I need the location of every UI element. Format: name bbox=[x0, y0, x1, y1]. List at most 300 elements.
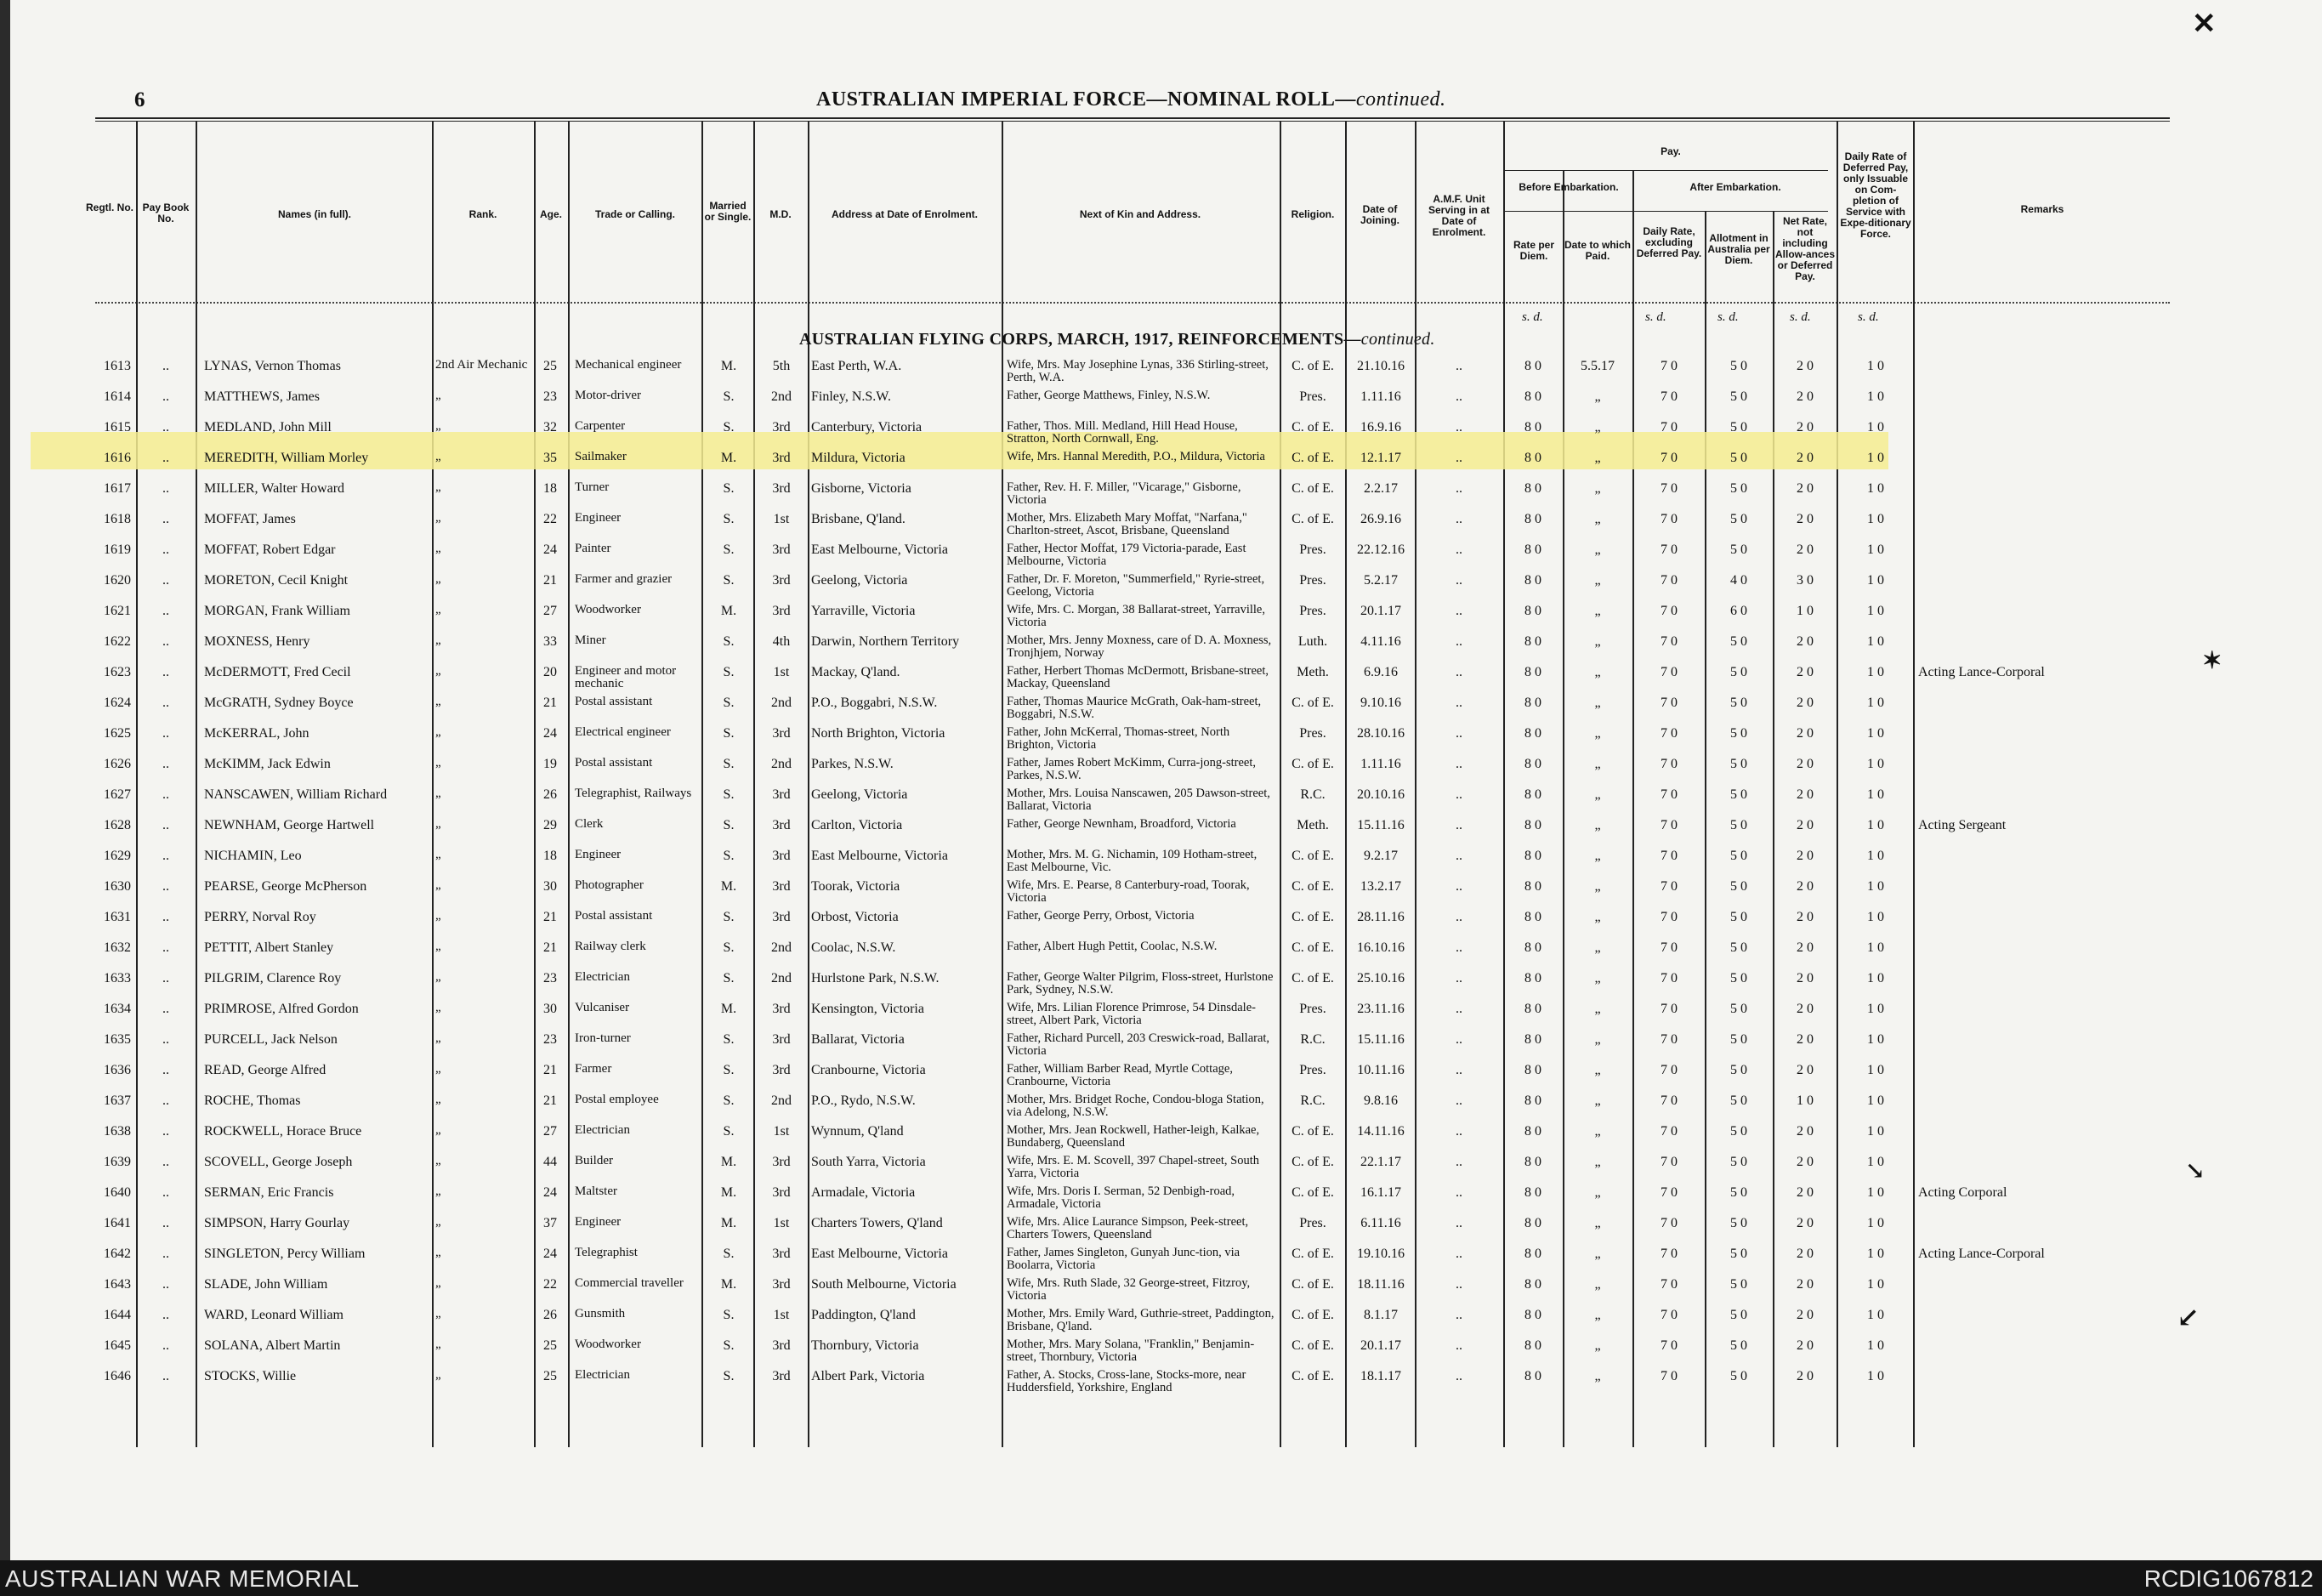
row-date-joining: 18.1.17 bbox=[1360, 1369, 1401, 1383]
row-rank: „ bbox=[435, 1001, 441, 1014]
row-address: South Yarra, Victoria bbox=[811, 1155, 926, 1169]
row-rate: 8 0 bbox=[1524, 910, 1541, 924]
row-religion: Pres. bbox=[1299, 542, 1326, 557]
row-pay-book: .. bbox=[162, 665, 169, 679]
row-age: 27 bbox=[543, 604, 557, 618]
row-next-of-kin: Father, Herbert Thomas McDermott, Brisbane-street, Mackay, Queensland bbox=[1007, 664, 1269, 690]
row-address: East Melbourne, Victoria bbox=[811, 849, 948, 863]
row-regtl-no: 1625 bbox=[104, 726, 131, 741]
header-rule bbox=[95, 302, 2170, 304]
row-name: WARD, Leonard William bbox=[204, 1308, 343, 1322]
row-regtl-no: 1616 bbox=[104, 451, 131, 465]
row-rank: „ bbox=[435, 909, 441, 923]
row-deferred: 1 0 bbox=[1867, 757, 1884, 771]
row-md: 3rd bbox=[772, 1155, 791, 1169]
row-allotment: 5 0 bbox=[1730, 420, 1747, 434]
row-allotment: 5 0 bbox=[1730, 787, 1747, 802]
row-age: 25 bbox=[543, 1369, 557, 1383]
row-deferred: 1 0 bbox=[1867, 665, 1884, 679]
row-daily-rate: 7 0 bbox=[1661, 1277, 1678, 1292]
row-next-of-kin: Mother, Mrs. Jean Rockwell, Hather-leigh, Kalkae, Bundaberg, Queensland bbox=[1007, 1123, 1260, 1150]
row-md: 2nd bbox=[771, 389, 792, 404]
row-age: 27 bbox=[543, 1124, 557, 1139]
row-rate: 8 0 bbox=[1524, 971, 1541, 985]
table-row bbox=[0, 1247, 2322, 1277]
row-age: 33 bbox=[543, 634, 557, 649]
row-pay-book: .. bbox=[162, 940, 169, 955]
row-date-paid: „ bbox=[1594, 1093, 1601, 1108]
row-daily-rate: 7 0 bbox=[1661, 1216, 1678, 1230]
row-regtl-no: 1635 bbox=[104, 1032, 131, 1047]
row-address: South Melbourne, Victoria bbox=[811, 1277, 957, 1292]
row-name: NEWNHAM, George Hartwell bbox=[204, 818, 375, 832]
row-date-paid: „ bbox=[1594, 573, 1601, 588]
row-net-rate: 2 0 bbox=[1797, 971, 1814, 985]
row-daily-rate: 7 0 bbox=[1661, 818, 1678, 832]
row-address: Ballarat, Victoria bbox=[811, 1032, 905, 1047]
footer-record-id: RCDIG1067812 bbox=[2143, 1565, 2313, 1592]
row-rate: 8 0 bbox=[1524, 849, 1541, 863]
row-deferred: 1 0 bbox=[1867, 940, 1884, 955]
row-religion: C. of E. bbox=[1292, 879, 1334, 894]
row-rate: 8 0 bbox=[1524, 604, 1541, 618]
row-name: McKIMM, Jack Edwin bbox=[204, 757, 331, 771]
row-rate: 8 0 bbox=[1524, 940, 1541, 955]
row-marital: S. bbox=[723, 910, 735, 924]
row-trade: Telegraphist bbox=[575, 1246, 638, 1259]
row-rank: „ bbox=[435, 787, 441, 800]
row-allotment: 5 0 bbox=[1730, 665, 1747, 679]
row-next-of-kin: Wife, Mrs. Hannal Meredith, P.O., Mildura, Victoria bbox=[1007, 450, 1265, 463]
row-regtl-no: 1629 bbox=[104, 849, 131, 863]
row-date-paid: „ bbox=[1594, 634, 1601, 649]
row-md: 1st bbox=[773, 1124, 790, 1139]
row-allotment: 5 0 bbox=[1730, 542, 1747, 557]
row-date-joining: 16.9.16 bbox=[1360, 420, 1401, 434]
row-trade: Electrical engineer bbox=[575, 725, 671, 739]
row-rank: „ bbox=[435, 419, 441, 433]
row-md: 3rd bbox=[772, 910, 791, 924]
row-name: MILLER, Walter Howard bbox=[204, 481, 345, 496]
unit-sd: s. d. bbox=[1790, 310, 1811, 324]
row-regtl-no: 1632 bbox=[104, 940, 131, 955]
row-daily-rate: 7 0 bbox=[1661, 757, 1678, 771]
table-row bbox=[0, 940, 2322, 971]
row-daily-rate: 7 0 bbox=[1661, 634, 1678, 649]
row-net-rate: 1 0 bbox=[1797, 1093, 1814, 1108]
row-deferred: 1 0 bbox=[1867, 1093, 1884, 1108]
table-row bbox=[0, 1185, 2322, 1216]
row-religion: Pres. bbox=[1299, 604, 1326, 618]
table-row bbox=[0, 665, 2322, 696]
row-rate: 8 0 bbox=[1524, 818, 1541, 832]
row-amf-unit: .. bbox=[1456, 818, 1462, 832]
row-regtl-no: 1645 bbox=[104, 1338, 131, 1353]
row-name: McKERRAL, John bbox=[204, 726, 309, 741]
row-next-of-kin: Father, James Singleton, Gunyah Junc-tion, via Boolarra, Victoria bbox=[1007, 1246, 1240, 1272]
row-regtl-no: 1614 bbox=[104, 389, 131, 404]
row-age: 21 bbox=[543, 1063, 557, 1077]
row-rank: „ bbox=[435, 1307, 441, 1321]
row-net-rate: 2 0 bbox=[1797, 1247, 1814, 1261]
row-religion: C. of E. bbox=[1292, 451, 1334, 465]
row-next-of-kin: Wife, Mrs. Lilian Florence Primrose, 54 Dinsdale-street, Albert Park, Victoria bbox=[1007, 1001, 1256, 1027]
row-amf-unit: .. bbox=[1456, 1308, 1462, 1322]
row-date-joining: 18.11.16 bbox=[1357, 1277, 1405, 1292]
row-net-rate: 2 0 bbox=[1797, 389, 1814, 404]
row-date-paid: „ bbox=[1594, 481, 1601, 496]
row-marital: S. bbox=[723, 818, 735, 832]
row-rate: 8 0 bbox=[1524, 1185, 1541, 1200]
row-deferred: 1 0 bbox=[1867, 573, 1884, 588]
row-address: Parkes, N.S.W. bbox=[811, 757, 894, 771]
row-amf-unit: .. bbox=[1456, 451, 1462, 465]
row-regtl-no: 1624 bbox=[104, 696, 131, 710]
row-address: Paddington, Q'land bbox=[811, 1308, 916, 1322]
row-allotment: 5 0 bbox=[1730, 1002, 1747, 1016]
row-rate: 8 0 bbox=[1524, 512, 1541, 526]
row-regtl-no: 1643 bbox=[104, 1277, 131, 1292]
row-date-paid: „ bbox=[1594, 1277, 1601, 1292]
row-trade: Woodworker bbox=[575, 603, 641, 616]
row-name: NICHAMIN, Leo bbox=[204, 849, 302, 863]
row-rank: „ bbox=[435, 572, 441, 586]
row-marital: S. bbox=[723, 481, 735, 496]
row-address: East Melbourne, Victoria bbox=[811, 1247, 948, 1261]
row-pay-book: .. bbox=[162, 420, 169, 434]
row-pay-book: .. bbox=[162, 818, 169, 832]
row-date-paid: „ bbox=[1594, 971, 1601, 985]
row-rank: „ bbox=[435, 511, 441, 525]
row-allotment: 5 0 bbox=[1730, 1308, 1747, 1322]
row-amf-unit: .. bbox=[1456, 420, 1462, 434]
row-deferred: 1 0 bbox=[1867, 849, 1884, 863]
row-date-paid: „ bbox=[1594, 1308, 1601, 1322]
row-rank: „ bbox=[435, 1276, 441, 1290]
row-allotment: 5 0 bbox=[1730, 1124, 1747, 1139]
row-regtl-no: 1631 bbox=[104, 910, 131, 924]
row-next-of-kin: Father, George Walter Pilgrim, Floss-street, Hurlstone Park, Sydney, N.S.W. bbox=[1007, 970, 1274, 997]
row-address: Charters Towers, Q'land bbox=[811, 1216, 943, 1230]
row-amf-unit: .. bbox=[1456, 573, 1462, 588]
row-md: 2nd bbox=[771, 696, 792, 710]
row-regtl-no: 1615 bbox=[104, 420, 131, 434]
row-religion: C. of E. bbox=[1292, 849, 1334, 863]
row-name: MEDLAND, John Mill bbox=[204, 420, 332, 434]
row-regtl-no: 1628 bbox=[104, 818, 131, 832]
row-address: Cranbourne, Victoria bbox=[811, 1063, 926, 1077]
row-allotment: 5 0 bbox=[1730, 849, 1747, 863]
row-marital: M. bbox=[720, 451, 737, 465]
row-date-paid: „ bbox=[1594, 665, 1601, 679]
row-date-paid: „ bbox=[1594, 910, 1601, 924]
row-amf-unit: .. bbox=[1456, 634, 1462, 649]
row-next-of-kin: Wife, Mrs. E. M. Scovell, 397 Chapel-street, South Yarra, Victoria bbox=[1007, 1154, 1260, 1180]
row-deferred: 1 0 bbox=[1867, 1216, 1884, 1230]
row-deferred: 1 0 bbox=[1867, 1338, 1884, 1353]
row-date-joining: 20.10.16 bbox=[1357, 787, 1405, 802]
row-address: Yarraville, Victoria bbox=[811, 604, 916, 618]
row-net-rate: 2 0 bbox=[1797, 1124, 1814, 1139]
row-trade: Electrician bbox=[575, 1368, 630, 1382]
row-daily-rate: 7 0 bbox=[1661, 971, 1678, 985]
row-regtl-no: 1627 bbox=[104, 787, 131, 802]
row-religion: Pres. bbox=[1299, 1216, 1326, 1230]
row-religion: Meth. bbox=[1297, 818, 1329, 832]
row-next-of-kin: Mother, Mrs. Louisa Nanscawen, 205 Dawson-street, Ballarat, Victoria bbox=[1007, 787, 1270, 813]
row-rate: 8 0 bbox=[1524, 1369, 1541, 1383]
row-address: Thornbury, Victoria bbox=[811, 1338, 919, 1353]
row-trade: Carpenter bbox=[575, 419, 626, 433]
row-rate: 8 0 bbox=[1524, 1247, 1541, 1261]
row-date-paid: „ bbox=[1594, 1002, 1601, 1016]
header-before-embarkation: Before Embarkation. bbox=[1519, 181, 1619, 193]
row-daily-rate: 7 0 bbox=[1661, 1369, 1678, 1383]
row-allotment: 5 0 bbox=[1730, 1216, 1747, 1230]
row-net-rate: 2 0 bbox=[1797, 1277, 1814, 1292]
table-row bbox=[0, 481, 2322, 512]
row-next-of-kin: Father, George Matthews, Finley, N.S.W. bbox=[1007, 389, 1211, 402]
row-rank: „ bbox=[435, 970, 441, 984]
row-allotment: 5 0 bbox=[1730, 1369, 1747, 1383]
header-amf-unit: A.M.F. Unit Serving in at Date of Enrolment. bbox=[1428, 193, 1490, 238]
row-name: ROCKWELL, Horace Bruce bbox=[204, 1124, 362, 1139]
row-next-of-kin: Father, John McKerral, Thomas-street, North Brighton, Victoria bbox=[1007, 725, 1230, 752]
row-pay-book: .. bbox=[162, 359, 169, 373]
row-date-joining: 20.1.17 bbox=[1360, 1338, 1401, 1353]
table-row bbox=[0, 1063, 2322, 1093]
row-rate: 8 0 bbox=[1524, 420, 1541, 434]
row-allotment: 5 0 bbox=[1730, 1032, 1747, 1047]
row-net-rate: 2 0 bbox=[1797, 512, 1814, 526]
row-deferred: 1 0 bbox=[1867, 634, 1884, 649]
table-row bbox=[0, 971, 2322, 1002]
row-name: McDERMOTT, Fred Cecil bbox=[204, 665, 351, 679]
row-amf-unit: .. bbox=[1456, 1277, 1462, 1292]
row-net-rate: 2 0 bbox=[1797, 634, 1814, 649]
row-marital: S. bbox=[723, 1032, 735, 1047]
row-age: 23 bbox=[543, 1032, 557, 1047]
row-amf-unit: .. bbox=[1456, 757, 1462, 771]
row-deferred: 1 0 bbox=[1867, 1032, 1884, 1047]
row-religion: C. of E. bbox=[1292, 481, 1334, 496]
row-net-rate: 2 0 bbox=[1797, 359, 1814, 373]
row-marital: M. bbox=[720, 1185, 737, 1200]
row-trade: Postal assistant bbox=[575, 695, 653, 708]
table-row bbox=[0, 1369, 2322, 1400]
row-age: 37 bbox=[543, 1216, 557, 1230]
row-md: 3rd bbox=[772, 573, 791, 588]
row-address: Geelong, Victoria bbox=[811, 787, 908, 802]
row-trade: Sailmaker bbox=[575, 450, 627, 463]
row-rate: 8 0 bbox=[1524, 451, 1541, 465]
row-name: MORETON, Cecil Knight bbox=[204, 573, 349, 588]
row-pay-book: .. bbox=[162, 1032, 169, 1047]
row-net-rate: 3 0 bbox=[1797, 573, 1814, 588]
row-trade: Motor-driver bbox=[575, 389, 642, 402]
row-allotment: 5 0 bbox=[1730, 634, 1747, 649]
row-trade: Electrician bbox=[575, 970, 630, 984]
row-pay-book: .. bbox=[162, 481, 169, 496]
row-next-of-kin: Mother, Mrs. Mary Solana, "Franklin," Benjamin-street, Thornbury, Victoria bbox=[1007, 1338, 1255, 1364]
row-rank: „ bbox=[435, 1184, 441, 1198]
row-religion: C. of E. bbox=[1292, 1338, 1334, 1353]
row-net-rate: 2 0 bbox=[1797, 481, 1814, 496]
row-md: 1st bbox=[773, 1216, 790, 1230]
row-date-paid: „ bbox=[1594, 757, 1601, 771]
row-age: 35 bbox=[543, 451, 557, 465]
embark-rule bbox=[1505, 211, 1828, 212]
row-religion: C. of E. bbox=[1292, 1155, 1334, 1169]
header-trade: Trade or Calling. bbox=[594, 208, 676, 220]
row-marital: S. bbox=[723, 512, 735, 526]
header-pay-book: Pay Book No. bbox=[142, 202, 190, 224]
row-deferred: 1 0 bbox=[1867, 389, 1884, 404]
row-md: 3rd bbox=[772, 604, 791, 618]
row-md: 2nd bbox=[771, 971, 792, 985]
row-next-of-kin: Father, Albert Hugh Pettit, Coolac, N.S.W. bbox=[1007, 940, 1218, 953]
row-name: SIMPSON, Harry Gourlay bbox=[204, 1216, 350, 1230]
row-net-rate: 2 0 bbox=[1797, 849, 1814, 863]
row-net-rate: 1 0 bbox=[1797, 604, 1814, 618]
header-after-embarkation: After Embarkation. bbox=[1689, 181, 1781, 193]
row-marital: S. bbox=[723, 1093, 735, 1108]
row-religion: R.C. bbox=[1300, 1093, 1326, 1108]
row-deferred: 1 0 bbox=[1867, 818, 1884, 832]
row-pay-book: .. bbox=[162, 1338, 169, 1353]
row-amf-unit: .. bbox=[1456, 359, 1462, 373]
row-address: Mildura, Victoria bbox=[811, 451, 906, 465]
row-date-joining: 25.10.16 bbox=[1357, 971, 1405, 985]
row-regtl-no: 1621 bbox=[104, 604, 131, 618]
row-marital: S. bbox=[723, 1124, 735, 1139]
row-regtl-no: 1646 bbox=[104, 1369, 131, 1383]
row-net-rate: 2 0 bbox=[1797, 1338, 1814, 1353]
row-address: East Melbourne, Victoria bbox=[811, 542, 948, 557]
row-marital: S. bbox=[723, 389, 735, 404]
row-name: SCOVELL, George Joseph bbox=[204, 1155, 353, 1169]
row-daily-rate: 7 0 bbox=[1661, 1308, 1678, 1322]
row-allotment: 5 0 bbox=[1730, 1338, 1747, 1353]
table-row bbox=[0, 849, 2322, 879]
row-rate: 8 0 bbox=[1524, 359, 1541, 373]
row-pay-book: .. bbox=[162, 757, 169, 771]
row-net-rate: 2 0 bbox=[1797, 1185, 1814, 1200]
header-deferred-pay: Daily Rate of Deferred Pay, only Issuable on Com-pletion of Service with Expe-ditionary Force. bbox=[1840, 151, 1911, 240]
row-rank: „ bbox=[435, 603, 441, 616]
table-row bbox=[0, 634, 2322, 665]
row-marital: S. bbox=[723, 787, 735, 802]
row-religion: Pres. bbox=[1299, 1063, 1326, 1077]
row-daily-rate: 7 0 bbox=[1661, 1063, 1678, 1077]
row-amf-unit: .. bbox=[1456, 389, 1462, 404]
row-trade: Miner bbox=[575, 633, 606, 647]
row-date-joining: 6.9.16 bbox=[1364, 665, 1398, 679]
row-date-paid: „ bbox=[1594, 879, 1601, 894]
row-name: SOLANA, Albert Martin bbox=[204, 1338, 341, 1353]
row-trade: Commercial traveller bbox=[575, 1276, 684, 1290]
row-md: 3rd bbox=[772, 1277, 791, 1292]
header-address: Address at Date of Enrolment. bbox=[831, 208, 979, 220]
header-regtl-no: Regtl. No. bbox=[86, 202, 133, 213]
row-pay-book: .. bbox=[162, 1308, 169, 1322]
row-daily-rate: 7 0 bbox=[1661, 1032, 1678, 1047]
row-name: SINGLETON, Percy William bbox=[204, 1247, 366, 1261]
row-name: MOFFAT, James bbox=[204, 512, 296, 526]
row-age: 26 bbox=[543, 1308, 557, 1322]
row-regtl-no: 1613 bbox=[104, 359, 131, 373]
row-date-joining: 16.10.16 bbox=[1357, 940, 1405, 955]
row-deferred: 1 0 bbox=[1867, 787, 1884, 802]
row-regtl-no: 1639 bbox=[104, 1155, 131, 1169]
row-date-joining: 23.11.16 bbox=[1357, 1002, 1405, 1016]
row-name: READ, George Alfred bbox=[204, 1063, 326, 1077]
row-name: PILGRIM, Clarence Roy bbox=[204, 971, 342, 985]
row-amf-unit: .. bbox=[1456, 1216, 1462, 1230]
row-marital: S. bbox=[723, 573, 735, 588]
row-name: MATTHEWS, James bbox=[204, 389, 320, 404]
header-names: Names (in full). bbox=[277, 208, 351, 220]
row-rank: „ bbox=[435, 848, 441, 861]
row-date-joining: 22.12.16 bbox=[1357, 542, 1405, 557]
table-row bbox=[0, 1124, 2322, 1155]
row-date-paid: „ bbox=[1594, 451, 1601, 465]
table-row bbox=[0, 818, 2322, 849]
row-name: NANSCAWEN, William Richard bbox=[204, 787, 388, 802]
row-pay-book: .. bbox=[162, 1369, 169, 1383]
row-next-of-kin: Mother, Mrs. Bridget Roche, Condou-bloga Station, via Adelong, N.S.W. bbox=[1007, 1093, 1264, 1119]
row-daily-rate: 7 0 bbox=[1661, 849, 1678, 863]
row-md: 3rd bbox=[772, 1002, 791, 1016]
row-age: 24 bbox=[543, 1185, 557, 1200]
table-row bbox=[0, 389, 2322, 420]
row-net-rate: 2 0 bbox=[1797, 420, 1814, 434]
row-name: ROCHE, Thomas bbox=[204, 1093, 301, 1108]
row-regtl-no: 1619 bbox=[104, 542, 131, 557]
row-religion: Meth. bbox=[1297, 665, 1329, 679]
archive-footer bbox=[0, 1560, 2322, 1596]
row-amf-unit: .. bbox=[1456, 542, 1462, 557]
row-date-paid: „ bbox=[1594, 849, 1601, 863]
row-date-joining: 1.11.16 bbox=[1360, 757, 1401, 771]
row-date-joining: 15.11.16 bbox=[1357, 1032, 1405, 1047]
row-address: Orbost, Victoria bbox=[811, 910, 899, 924]
row-rate: 8 0 bbox=[1524, 1277, 1541, 1292]
row-trade: Postal assistant bbox=[575, 909, 653, 923]
row-rank: „ bbox=[435, 1154, 441, 1167]
row-rate: 8 0 bbox=[1524, 787, 1541, 802]
row-deferred: 1 0 bbox=[1867, 512, 1884, 526]
row-next-of-kin: Mother, Mrs. Emily Ward, Guthrie-street, Paddington, Brisbane, Q'land. bbox=[1007, 1307, 1275, 1333]
row-deferred: 1 0 bbox=[1867, 696, 1884, 710]
row-rank: „ bbox=[435, 817, 441, 831]
row-next-of-kin: Father, William Barber Read, Myrtle Cottage, Cranbourne, Victoria bbox=[1007, 1062, 1233, 1088]
row-age: 29 bbox=[543, 818, 557, 832]
table-row bbox=[0, 542, 2322, 573]
row-name: STOCKS, Willie bbox=[204, 1369, 297, 1383]
row-next-of-kin: Wife, Mrs. E. Pearse, 8 Canterbury-road, Toorak, Victoria bbox=[1007, 878, 1250, 905]
row-date-joining: 9.2.17 bbox=[1364, 849, 1398, 863]
row-rank: 2nd Air Mechanic bbox=[435, 358, 528, 372]
header-net-rate: Net Rate, not including Allow-ances or Deferred Pay. bbox=[1774, 215, 1836, 282]
row-net-rate: 2 0 bbox=[1797, 910, 1814, 924]
row-md: 4th bbox=[772, 634, 791, 649]
row-md: 2nd bbox=[771, 757, 792, 771]
row-trade: Builder bbox=[575, 1154, 613, 1167]
row-rate: 8 0 bbox=[1524, 481, 1541, 496]
row-md: 3rd bbox=[772, 1185, 791, 1200]
row-rate: 8 0 bbox=[1524, 1124, 1541, 1139]
